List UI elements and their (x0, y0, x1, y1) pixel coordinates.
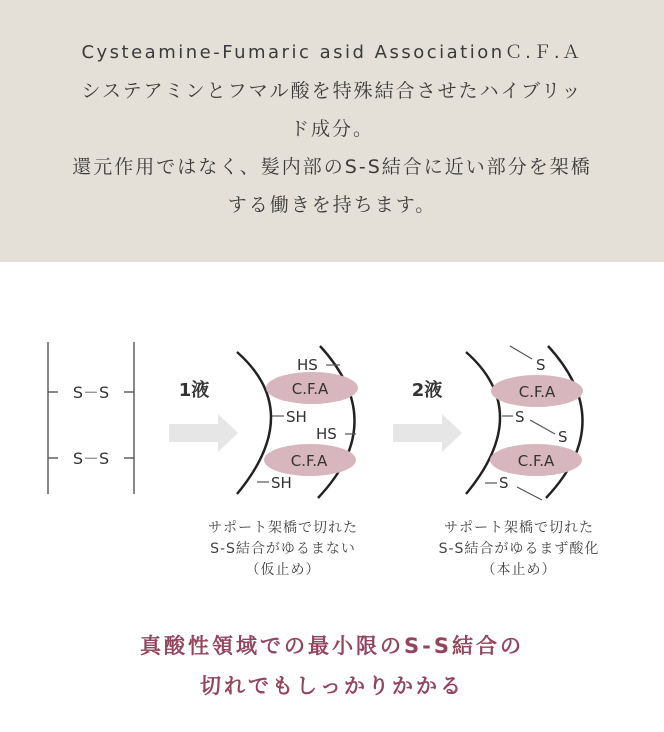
header-panel (0, 0, 664, 262)
bond-label-bottom: S－S (72, 449, 110, 468)
step1-caption (188, 518, 378, 581)
step2-caption-line3: （本止め） (481, 562, 557, 578)
step2-label: 2液 (411, 380, 443, 401)
footer-line-1: 真酸性領域での最小限のS-S結合の (140, 634, 524, 658)
step1-cfa-label-top: C.F.A (291, 380, 329, 398)
step2-bond-line (517, 487, 542, 500)
step1-cfa-label-bottom: C.F.A (290, 452, 328, 470)
header-line-2: システアミンとフマル酸を特殊結合させたハイブリッ (81, 80, 583, 102)
step2-bond-line (510, 346, 532, 359)
step2-cfa-label-top: C.F.A (518, 383, 556, 401)
step1-sh-mid: SH (286, 408, 307, 426)
original-hair-strands (48, 342, 134, 494)
step2-caption (414, 518, 624, 581)
step1-hs-top: HS (297, 356, 318, 374)
header-line-3: ド成分。 (289, 118, 374, 140)
step2-arc-outer-right (546, 346, 583, 498)
header-line-4: 還元作用ではなく、髪内部のS-S結合に近い部分を架橋 (72, 156, 592, 178)
step1-caption-line2: S-S結合がゆるまない (210, 541, 356, 557)
header-line-english: Cysteamine-Fumaric asid AssociationＣ.Ｆ.Ａ (81, 42, 583, 63)
step1-arrow (169, 414, 238, 452)
step2-caption-line2: S-S結合がゆるまず酸化 (438, 541, 600, 557)
step1-caption-line1: サポート架橋で切れた (208, 520, 358, 536)
step1-caption-line3: （仮止め） (245, 562, 321, 578)
step2-caption-line1: サポート架橋で切れた (444, 520, 594, 536)
step2-arc-outer-left (466, 352, 500, 494)
step2-s-bottom: S (499, 474, 509, 492)
header-line-5: する働きを持ちます。 (227, 194, 437, 216)
footer-line-2: 切れでもしっかりかかる (200, 674, 464, 698)
step2-s-mid-left: S (515, 408, 525, 426)
step1-arc-outer-left (237, 352, 271, 494)
step2-arrow (393, 414, 462, 452)
step2-bond-line (530, 420, 555, 434)
step1-sh-bottom: SH (271, 474, 292, 492)
step1-label: 1液 (178, 380, 210, 401)
step2-s-top: S (536, 356, 546, 374)
step2-cfa-label-bottom: C.F.A (517, 452, 555, 470)
step2-s-mid-right: S (558, 428, 568, 446)
step1-hs-mid: HS (316, 425, 337, 443)
bond-label-top: S－S (72, 383, 110, 402)
